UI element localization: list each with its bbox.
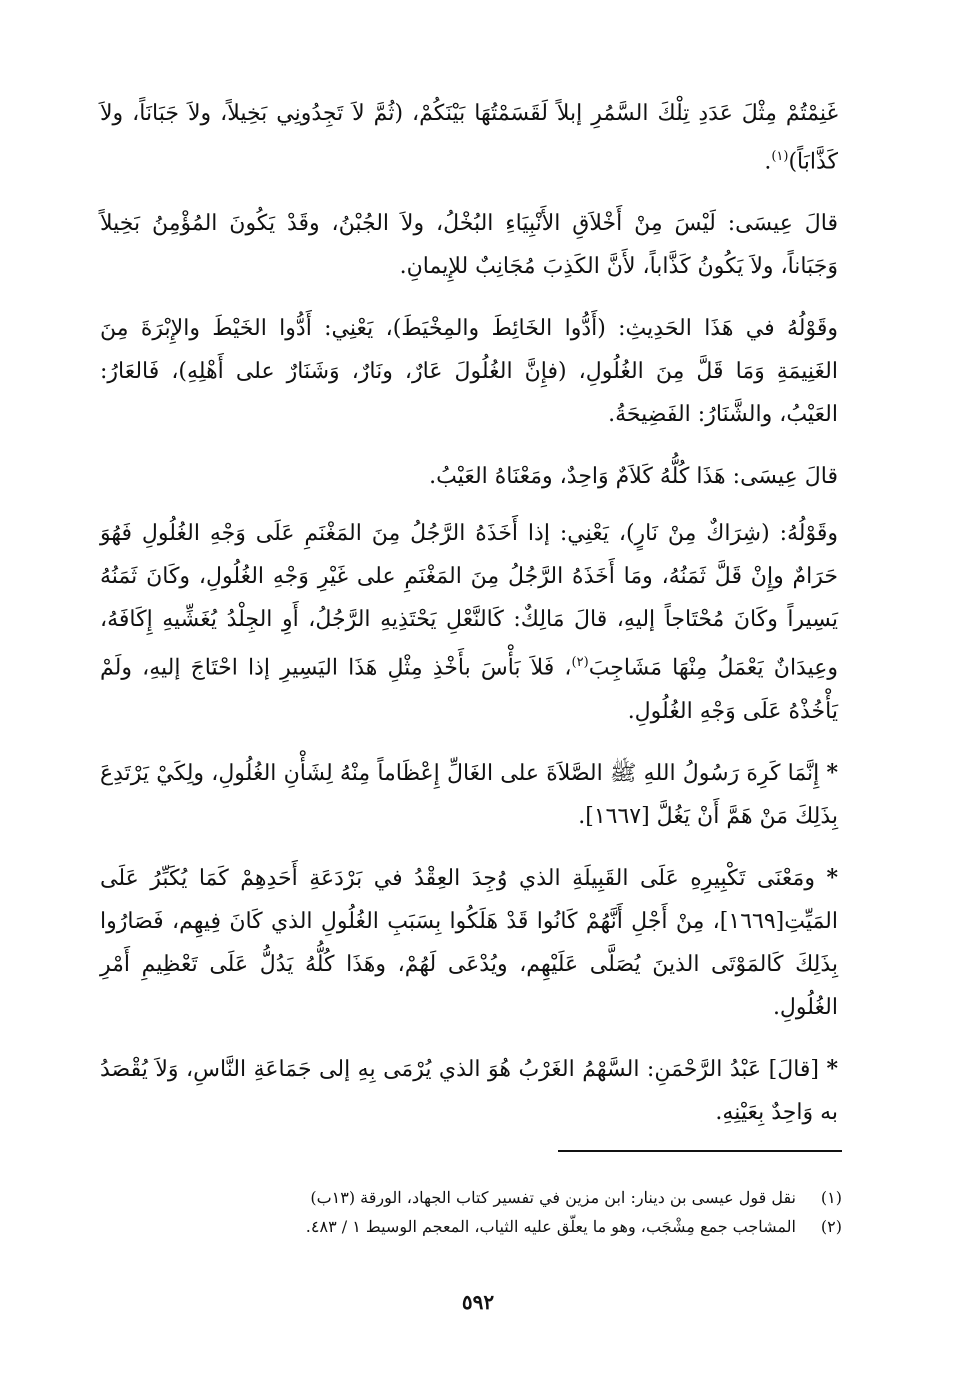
footnote-number: (٢) [820,1217,842,1236]
paragraph-text: وقَوْلُهُ في هَذَا الحَدِيثِ: (أَدُّوا الخَائِطَ والمِخْيَطَ)، يَعْنِي: أَدُّوا الخَيْطَ والإِبْرَةَ مِنَ الغَنِيمَةِ وَمَا قَلَّ مِنَ الغُلُولِ، (فإِنَّ الغُلُولَ عَارٌ، ونَارٌ، وَشَنَارٌ على أَهْلِهِ)، فَالعَارُ: العَيْبُ، والشَّنَارُ: الفَضِيحَةُ. [100,316,838,428]
paragraph-text: [قالَ] عَبْدُ الرَّحْمَنِ: السَّهْمُ الغَرْبُ هُوَ الذي يُرْمَى بِهِ إلى جَمَاعَةِ النَّاسِ، وَلاَ يُقْصَدُ به وَاحِدٌ بِعَيْنِهِ. [100,1056,838,1125]
paragraph-text: قالَ عِيسَى: لَيْسَ مِنْ أَخْلاَقِ الأَنْبِيَاءِ البُخْلُ، ولاَ الجُبْنُ، وقَدْ يَكُونَ المُؤْمِنُ بَخِيلاً وَجَبَاناً، ولاَ يَكُونُ كَذَّاباً، لأَنَّ الكَذِبَ مُجَانِبٌ للإِيمانِ. [100,211,838,280]
footnote-separator [558,1150,842,1152]
paragraph-2 [100,202,838,288]
footnote-ref: (١) [771,149,789,164]
paragraph-tail: . [764,149,772,175]
footnote-text: المشاجب جمع مِشْجَب، وهو ما يعلّق عليه الثياب، المعجم الوسيط ١ / ٤٨٣. [305,1217,796,1236]
paragraph-tail: ، فَلاَ بَأْسَ بأَخْذِ مِثْلِ هَذَا اليَسِيرِ إذا احْتَاجَ إليهِ، ولَمْ يَأْخُذْهُ عَلَى وَجْهِ الغُلُولِ. [100,655,838,724]
paragraph-7 [100,857,838,1029]
paragraph-text: ومَعْنَى تَكْبِيرِهِ عَلَى القَبِيلَةِ الذي وُجِدَ العِقْدُ في بَرْدَعَةِ أَحَدِهِمْ كَمَا يُكَبِّرُ عَلَى المَيِّتِ[١٦٦٩]، مِنْ أَجْلِ أَنَّهُمْ كَانُوا قَدْ هَلَكُوا بِسَبَبِ الغُلُولِ الذي كَانَ فِيهِم، فَصَارُوا بِذَلِكَ كَالمَوْتَى الذينَ يُصَلَّى عَلَيْهِم، ويُدْعَى لَهُمْ، وهَذَا كُلُّهُ يَدُلُّ عَلَى تَعْظِيمِ أَمْرِ الغُلُولِ. [100,865,838,1020]
paragraph-text: قالَ عِيسَى: هَذَا كُلُّهُ كَلاَمٌ وَاحِدٌ، ومَعْنَاهُ العَيْبُ. [429,464,838,490]
footnote-2 [150,1212,842,1241]
paragraph-5 [100,512,838,732]
paragraph-4 [100,455,838,498]
paragraph-8 [100,1048,838,1134]
star-marker: * [826,1055,838,1082]
paragraph-1 [100,92,838,183]
paragraph-text: وقَوْلُهُ: (شِرَاكٌ مِنْ نَارٍ)، يَعْنِي: إذا أَخَذَهُ الرَّجُلُ مِنَ المَغْنَمِ عَلَى وَجْهِ الغُلُولِ فَهُوَ حَرَامٌ وإِنْ قَلَّ ثَمَنُهُ، ومَا أَخَذَهُ الرَّجُلُ مِنَ المَغْنَمِ على غَيْرِ وَجْهِ الغُلُولِ، وكَانَ ثَمَنُهُ يَسِيراً وكَانَ مُحْتَاجاً إليهِ، قالَ مَالِكٌ: كَالنَّعْلِ يَحْتَذِيهِ الرَّجُلُ، أَوِ الجِلْدُ يُغَشِّيهِ إِكَافَهُ، وعِيدَانٌ يَعْمَلُ مِنْهَا مَشَاجِبَ [100,521,838,681]
paragraph-text: غَنِمْتُمْ مِثْلَ عَدَدِ تِلْكَ السَّمُرِ إبلاً لَقَسَمْتُهَا بَيْنَكُمْ، (ثُمَّ لاَ تَجِدُونِي بَخِيلاً، ولاَ جَبَانَاً، ولاَ كَذَّابَاً) [100,101,838,175]
paragraph-3 [100,307,838,436]
footnotes [150,1183,842,1241]
footnote-1 [150,1183,842,1212]
footnote-text: نقل قول عيسى بن دينار: ابن مزين في تفسير كتاب الجهاد، الورقة (١٣ب) [310,1188,796,1207]
page-body [100,92,838,1153]
page-number: ٥٩٢ [461,1290,495,1314]
paragraph-text: إِنَّمَا كَرِهَ رَسُولُ اللهِ ﷺ الصَّلاَةَ على الغَالِّ إِعْظَاماً مِنْهُ لِشَأْنِ الغُلُولِ، ولِكَيْ يَرْتَدِعَ بِذَلِكَ مَنْ هَمَّ أَنْ يَغُلَّ [١٦٦٧]. [100,760,838,829]
star-marker: * [826,864,839,891]
star-marker: * [826,759,838,786]
footnote-number: (١) [820,1188,842,1207]
paragraph-6 [100,752,838,838]
footnote-ref: (٢) [571,655,589,671]
